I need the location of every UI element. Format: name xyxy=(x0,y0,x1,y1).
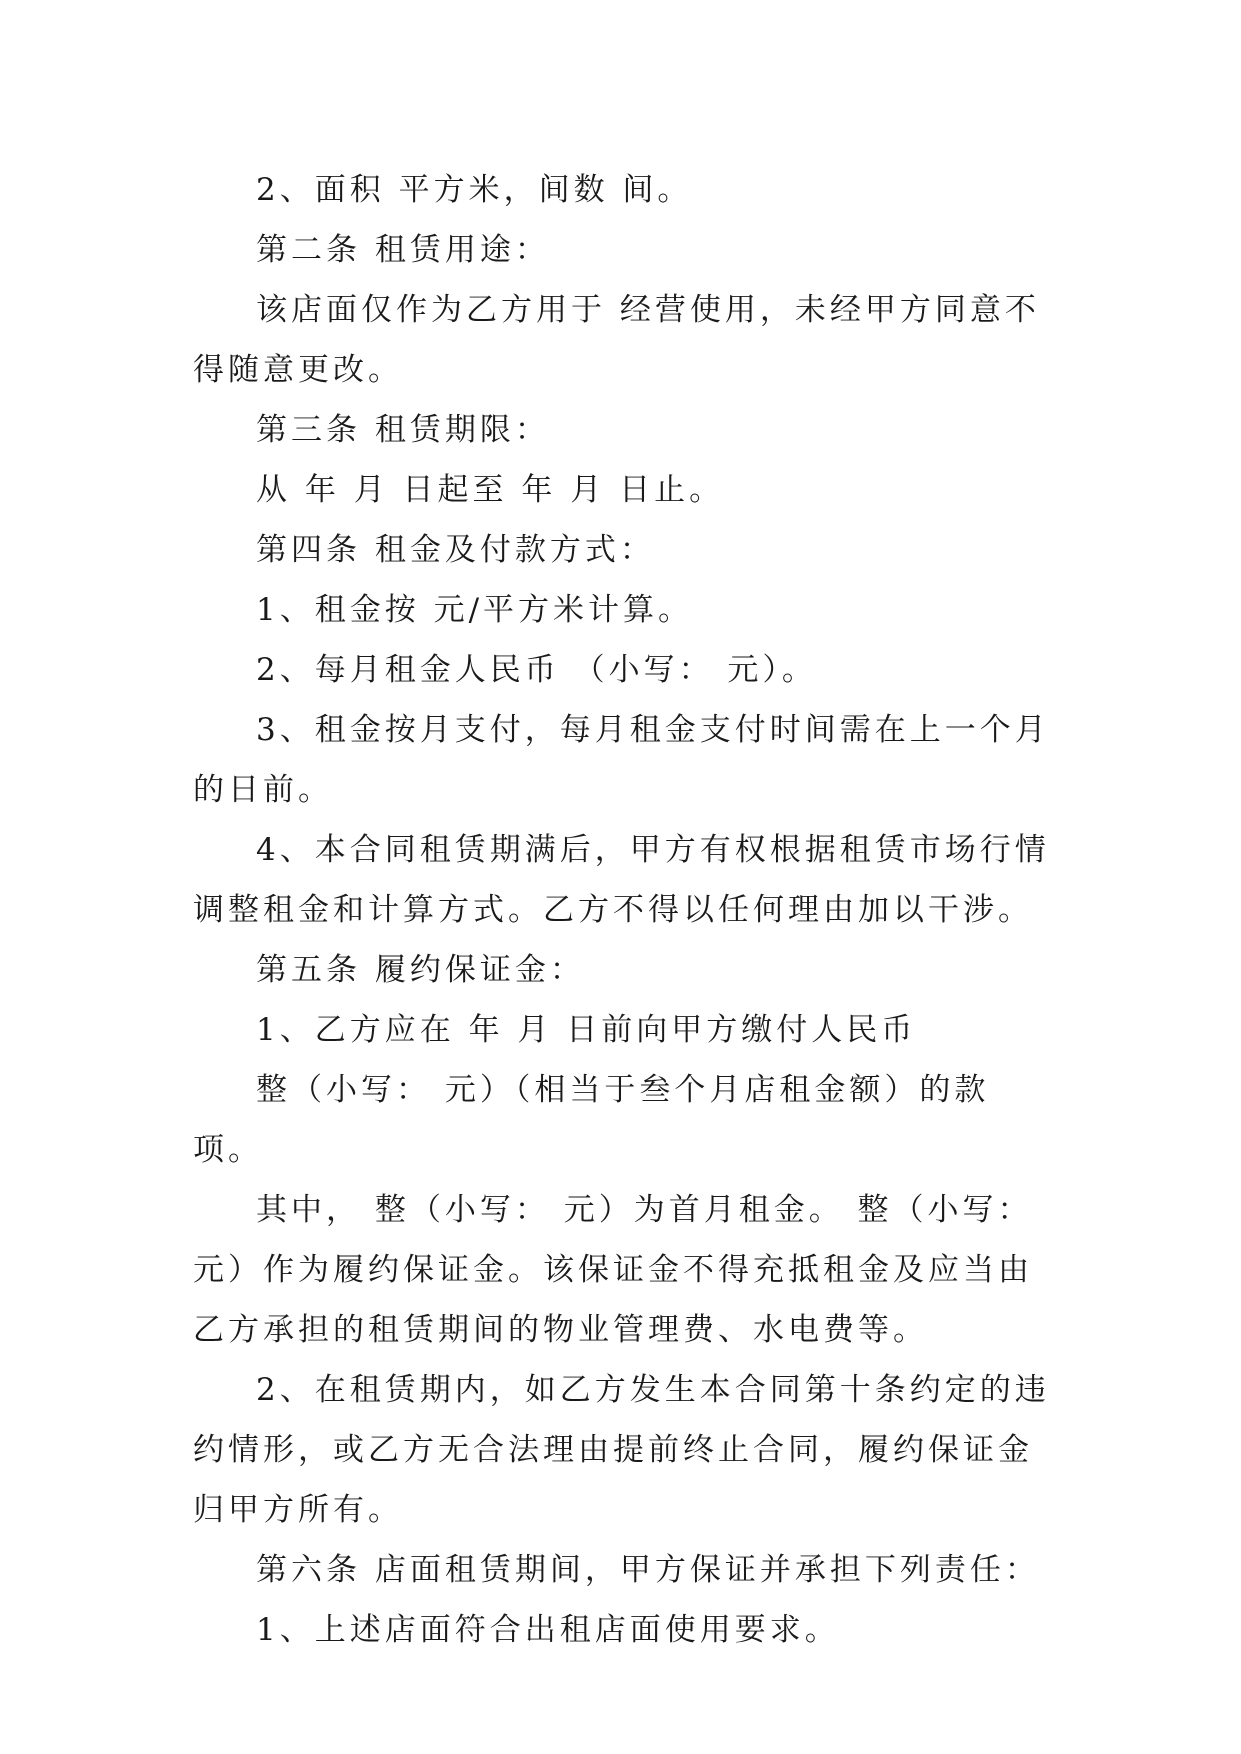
paragraph-monthly-rent: 2、每月租金人民币 （小写： 元）。 xyxy=(256,652,817,688)
heading-article-6: 第六条 店面租赁期间，甲方保证并承担下列责任： xyxy=(256,1552,1040,1588)
paragraph-usage: 该店面仅作为乙方用于 经营使用，未经甲方同意不得随意更改。 xyxy=(193,292,1040,388)
heading-article-2: 第二条 租赁用途： xyxy=(256,232,550,268)
paragraph-rent-rate: 1、租金按 元/平方米计算。 xyxy=(256,592,694,628)
paragraph-deposit-forfeit: 2、在租赁期内，如乙方发生本合同第十条约定的违约情形，或乙方无合法理由提前终止合同，履约保证金归甲方所有。 xyxy=(193,1372,1050,1528)
paragraph-deposit-amount: 整（小写： 元）（相当于叁个月店租金额）的款项。 xyxy=(193,1072,990,1168)
paragraph-deposit-due: 1、乙方应在 年 月 日前向甲方缴付人民币 xyxy=(256,1012,917,1048)
heading-article-3: 第三条 租赁期限： xyxy=(256,412,550,448)
heading-article-5: 第五条 履约保证金： xyxy=(256,952,585,988)
paragraph-landlord-duty-1: 1、上述店面符合出租店面使用要求。 xyxy=(256,1612,840,1648)
paragraph-payment-time: 3、租金按月支付，每月租金支付时间需在上一个月的日前。 xyxy=(193,712,1050,808)
paragraph-rent-adjustment: 4、本合同租赁期满后，甲方有权根据租赁市场行情调整租金和计算方式。乙方不得以任何理由加以干涉。 xyxy=(193,832,1050,928)
paragraph-area-rooms: 2、面积 平方米，间数 间。 xyxy=(256,172,693,208)
paragraph-deposit-split: 其中， 整（小写： 元）为首月租金。 整（小写： 元）作为履约保证金。该保证金不得充抵租金及应当由乙方承担的租赁期间的物业管理费、水电费等。 xyxy=(193,1192,1047,1348)
heading-article-4: 第四条 租金及付款方式： xyxy=(256,532,655,568)
paragraph-term: 从 年 月 日起至 年 月 日止。 xyxy=(256,472,725,508)
document-body xyxy=(193,160,1055,1660)
